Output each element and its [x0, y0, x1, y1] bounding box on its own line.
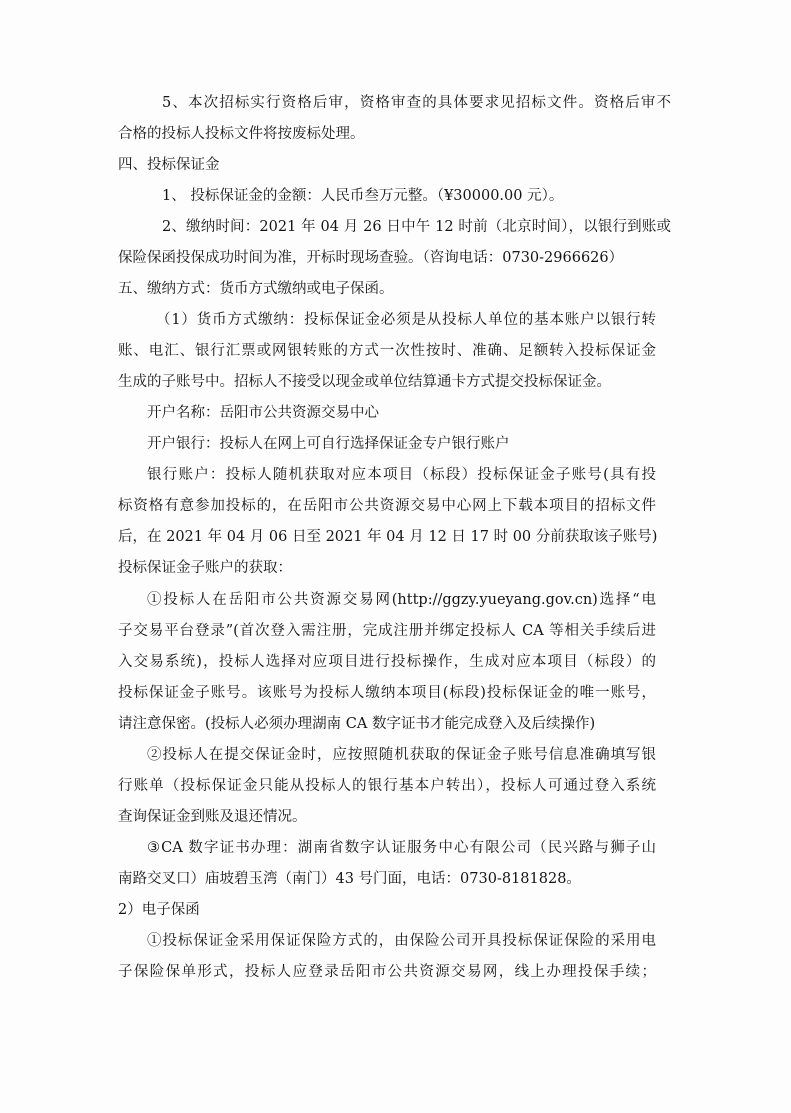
text-line: 合格的投标人投标文件将按废标处理。 [118, 126, 365, 142]
text-line: 投标保证金子账户的获取： [118, 560, 292, 576]
text-line: 后，在 2021 年 04 月 06 日至 2021 年 04 月 12 日 17 时 00 分前获取该子账号) [118, 529, 658, 545]
text-line: 开户银行：投标人在网上可自行选择保证金专户银行账户 [147, 436, 510, 452]
text-line: 2、缴纳时间：2021 年 04 月 26 日中午 12 时前（北京时间），以银行到账或 [162, 219, 671, 235]
text-line: ③CA 数字证书办理：湖南省数字认证服务中心有限公司（民兴路与狮子山 [147, 840, 656, 856]
text-line: 账、电汇、银行汇票或网银转账的方式一次性按时、准确、足额转入投标保证金 [118, 343, 656, 359]
text-line: 标资格有意参加投标的，在岳阳市公共资源交易中心网上下载本项目的招标文件 [118, 498, 656, 514]
text-line: ②投标人在提交保证金时，应按照随机获取的保证金子账号信息准确填写银 [147, 747, 656, 763]
text-line: ①投标人在岳阳市公共资源交易网(http://ggzy.yueyang.gov.cn)选择“电 [147, 592, 656, 608]
text-line: 投标保证金子账号。该账号为投标人缴纳本项目(标段)投标保证金的唯一账号， [118, 685, 656, 701]
section-heading: 五、缴纳方式：货币方式缴纳或电子保函。 [118, 281, 394, 297]
text-line: 子保险保单形式，投标人应登录岳阳市公共资源交易网，线上办理投保手续； [118, 964, 656, 980]
text-line: 5、本次招标实行资格后审，资格审查的具体要求见招标文件。资格后审不 [162, 95, 671, 111]
text-line: 入交易系统)，投标人选择对应项目进行投标操作，生成对应本项目（标段）的 [118, 654, 656, 670]
text-line: 开户名称：岳阳市公共资源交易中心 [147, 405, 379, 421]
text-line: 行账单（投标保证金只能从投标人的银行基本户转出），投标人可通过登入系统 [118, 778, 656, 794]
text-line: 南路交叉口）庙坡碧玉湾（南门）43 号门面，电话：0730-8181828。 [118, 871, 581, 887]
text-line: 请注意保密。(投标人必须办理湖南 CA 数字证书才能完成登入及后续操作) [118, 716, 596, 732]
text-line: （1）货币方式缴纳：投标保证金必须是从投标人单位的基本账户以银行转 [156, 312, 656, 328]
text-line: 保险保函投保成功时间为准，开标时现场查验。（咨询电话：0730-2966626） [118, 250, 624, 266]
section-heading: 四、投标保证金 [118, 157, 220, 173]
text-line: 查询保证金到账及退还情况。 [118, 809, 307, 825]
text-line: ①投标保证金采用保证保险方式的，由保险公司开具投标保证保险的采用电 [147, 933, 656, 949]
text-line: 生成的子账号中。招标人不接受以现金或单位结算通卡方式提交投标保证金。 [118, 374, 611, 390]
text-line: 子交易平台登录”(首次登入需注册，完成注册并绑定投标人 CA 等相关手续后进 [118, 623, 656, 639]
section-heading: 2）电子保函 [118, 902, 200, 918]
text-line: 1、 投标保证金的金额：人民币叁万元整。（¥30000.00 元）。 [162, 188, 564, 204]
text-line: 银行账户：投标人随机获取对应本项目（标段）投标保证金子账号(具有投 [147, 467, 656, 483]
